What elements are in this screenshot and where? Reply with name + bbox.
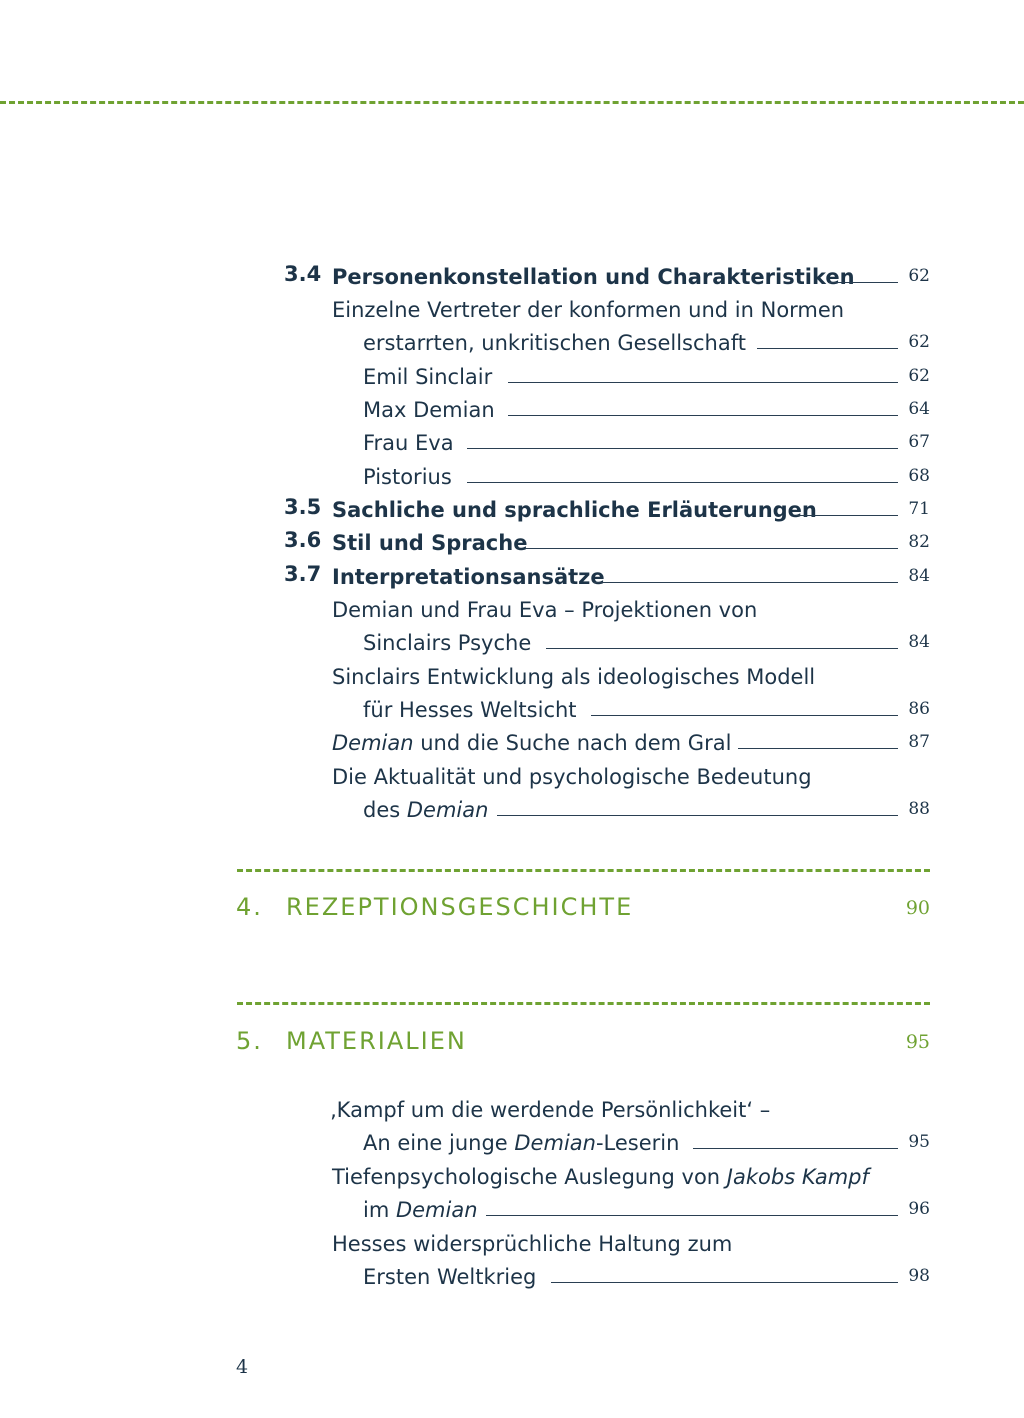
toc-entry-line[interactable] xyxy=(0,1095,1024,1129)
subsection-title-line1: Demian und Frau Eva – Projektionen von xyxy=(332,598,758,622)
subsection-title: Emil Sinclair xyxy=(363,365,493,389)
section-number: 3.6 xyxy=(284,528,322,552)
dot-leader xyxy=(486,1215,898,1216)
page-number: 64 xyxy=(908,399,930,419)
title-suffix: -Leserin xyxy=(595,1131,680,1155)
italic-title: Demian xyxy=(395,1198,478,1222)
page-number: 95 xyxy=(908,1132,930,1152)
toc-entry-line[interactable] xyxy=(0,1128,1024,1162)
toc-entry-line[interactable] xyxy=(0,1162,1024,1196)
toc-entry-demian-gral[interactable] xyxy=(0,728,1024,762)
page-number: 88 xyxy=(908,799,930,819)
dot-leader xyxy=(738,748,898,749)
section-title: Sachliche und sprachliche Erläuterungen xyxy=(332,498,817,522)
subsection-title: Pistorius xyxy=(363,465,452,489)
material-title-line2 xyxy=(363,1195,478,1225)
toc-entry-line[interactable] xyxy=(0,1262,1024,1296)
section-title: Interpretationsansätze xyxy=(332,565,605,589)
toc-entry-3-5[interactable] xyxy=(0,495,1024,529)
toc-entry-line[interactable] xyxy=(0,662,1024,696)
subsection-title-line2: für Hesses Weltsicht xyxy=(363,698,577,722)
material-title-line1 xyxy=(332,1162,869,1192)
toc-entry-frau-eva[interactable] xyxy=(0,428,1024,462)
toc-entry-line[interactable] xyxy=(0,628,1024,662)
dot-leader xyxy=(508,415,898,416)
material-title-line2 xyxy=(363,1128,679,1158)
toc-entry-line[interactable] xyxy=(0,295,1024,329)
dot-leader xyxy=(551,1282,898,1283)
subsection-title-line2: erstarrten, unkritischen Gesellschaft xyxy=(363,331,746,355)
page-number: 86 xyxy=(908,699,930,719)
subsection-title-line2 xyxy=(363,795,488,825)
material-title-line1: Hesses widersprüchliche Haltung zum xyxy=(332,1232,733,1256)
page-number: 87 xyxy=(908,732,930,752)
subsection-title-line1: Sinclairs Entwicklung als ideologisches Modell xyxy=(332,665,816,689)
chapter-dashed-rule xyxy=(237,1002,930,1005)
page-number: 82 xyxy=(908,532,930,552)
section-title: Personenkonstellation und Charakteristiken xyxy=(332,265,855,289)
chapter-title: MATERIALIEN xyxy=(286,1027,467,1055)
dot-leader xyxy=(828,282,898,283)
subsection-title-line2: Sinclairs Psyche xyxy=(363,631,532,655)
page-number: 98 xyxy=(908,1266,930,1286)
page-number: 95 xyxy=(905,1031,930,1053)
dot-leader xyxy=(591,715,898,716)
page-number: 84 xyxy=(908,632,930,652)
section-number: 3.7 xyxy=(284,562,322,586)
subsection-title-line1: Die Aktualität und psychologische Bedeutung xyxy=(332,765,812,789)
dot-leader xyxy=(693,1148,898,1149)
dot-leader xyxy=(757,348,898,349)
toc-entry-line[interactable] xyxy=(0,1229,1024,1263)
page-number: 84 xyxy=(908,566,930,586)
top-dashed-rule xyxy=(0,101,1024,104)
toc-entry-max-demian[interactable] xyxy=(0,395,1024,429)
title-rest: und die Suche nach dem Gral xyxy=(413,731,732,755)
material-title-line1: ‚Kampf um die werdende Persönlichkeit‘ – xyxy=(330,1098,771,1122)
toc-chapter-4[interactable] xyxy=(0,893,1024,933)
page-number: 90 xyxy=(905,897,930,919)
page-number: 62 xyxy=(908,332,930,352)
dot-leader xyxy=(467,482,898,483)
chapter-dashed-rule xyxy=(237,869,930,872)
toc-entry-line[interactable] xyxy=(0,1195,1024,1229)
italic-title: Demian xyxy=(332,731,414,755)
toc-entry-line[interactable] xyxy=(0,795,1024,829)
toc-entry-3-4[interactable] xyxy=(0,262,1024,296)
chapter-number: 5. xyxy=(236,1027,263,1055)
page-number: 62 xyxy=(908,366,930,386)
dot-leader xyxy=(467,448,898,449)
toc-entry-3-7[interactable] xyxy=(0,562,1024,596)
title-prefix: An eine junge xyxy=(363,1131,515,1155)
toc-chapter-5[interactable] xyxy=(0,1027,1024,1067)
page-folio: 4 xyxy=(236,1356,249,1378)
subsection-title: Frau Eva xyxy=(363,431,454,455)
italic-title: Demian xyxy=(406,798,489,822)
toc-entry-line[interactable] xyxy=(0,762,1024,796)
dot-leader xyxy=(508,382,898,383)
title-prefix: des xyxy=(363,798,407,822)
italic-title: Jakobs Kampf xyxy=(726,1165,869,1189)
page-number: 96 xyxy=(908,1199,930,1219)
toc-entry-line[interactable] xyxy=(0,328,1024,362)
title-prefix: im xyxy=(363,1198,396,1222)
dot-leader xyxy=(497,815,898,816)
section-number: 3.5 xyxy=(284,495,322,519)
dot-leader xyxy=(594,582,898,583)
material-title-line2: Ersten Weltkrieg xyxy=(363,1265,537,1289)
toc-entry-line[interactable] xyxy=(0,595,1024,629)
section-title: Stil und Sprache xyxy=(332,531,528,555)
subsection-title xyxy=(332,728,731,758)
subsection-title-line1: Einzelne Vertreter der konformen und in Normen xyxy=(332,298,845,322)
dot-leader xyxy=(546,648,898,649)
chapter-number: 4. xyxy=(236,893,263,921)
toc-entry-line[interactable] xyxy=(0,695,1024,729)
subsection-title: Max Demian xyxy=(363,398,495,422)
page-number: 71 xyxy=(908,499,930,519)
page-number: 62 xyxy=(908,266,930,286)
section-number: 3.4 xyxy=(284,262,322,286)
chapter-title: REZEPTIONSGESCHICHTE xyxy=(286,893,634,921)
toc-entry-emil-sinclair[interactable] xyxy=(0,362,1024,396)
title-prefix: Tiefenpsychologische Auslegung von xyxy=(332,1165,727,1189)
italic-title: Demian xyxy=(514,1131,596,1155)
toc-entry-pistorius[interactable] xyxy=(0,462,1024,496)
page-number: 68 xyxy=(908,466,930,486)
dot-leader xyxy=(525,548,898,549)
toc-entry-3-6[interactable] xyxy=(0,528,1024,562)
page-number: 67 xyxy=(908,432,930,452)
dot-leader xyxy=(796,515,898,516)
